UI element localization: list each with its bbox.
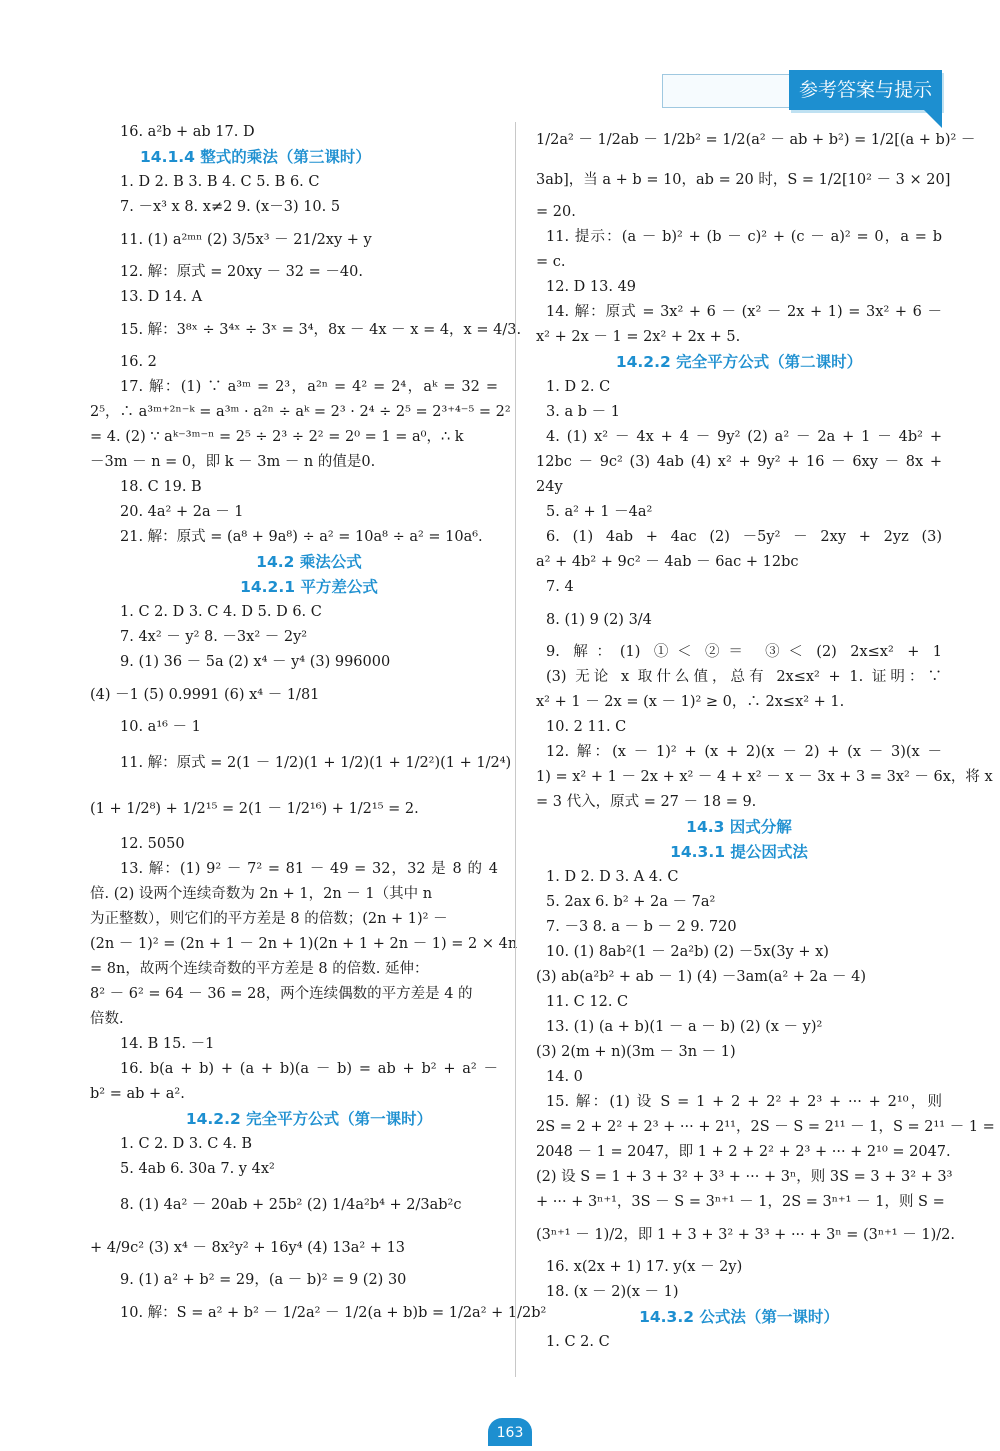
answer-line: 8² － 6² = 64 － 36 = 28，两个连续偶数的平方差是 4 的 <box>90 986 473 1002</box>
answer-line: 12. 5050 <box>120 836 185 852</box>
section-heading: 14.2.2 完全平方公式（第一课时） <box>185 1110 433 1128</box>
answer-line: + ··· + 3ⁿ⁺¹，3S － S = 3ⁿ⁺¹ － 1，2S = 3ⁿ⁺¹ － 1，则 S = <box>536 1194 945 1210</box>
answer-line: 5. a² + 1 －4a² <box>546 504 653 520</box>
answer-line: (1 + 1/2⁸) + 1/2¹⁵ = 2(1 － 1/2¹⁶) + 1/2¹⁵ = 2. <box>90 801 419 817</box>
answer-line: + 4/9c² (3) x⁴ － 8x²y² + 16y⁴ (4) 13a² + 13 <box>90 1240 406 1256</box>
answer-line: = 4. (2) ∵ aᵏ⁻³ᵐ⁻ⁿ = 2⁵ ÷ 2³ ÷ 2² = 2⁰ = 1 = a⁰，∴ k <box>90 429 464 445</box>
answer-line: 20. 4a² + 2a － 1 <box>120 504 244 520</box>
answer-key-header-tab <box>662 70 942 112</box>
answer-line: 1. C 2. D 3. C 4. B <box>120 1136 253 1152</box>
answer-line: 10. (1) 8ab²(1 － 2a²b) (2) －5x(3y + x) <box>546 944 829 960</box>
answer-line: 8. (1) 4a² － 20ab + 25b² (2) 1/4a²b⁴ + 2/3ab²c <box>120 1197 462 1213</box>
answer-line: 倍. (2) 设两个连续奇数为 2n + 1，2n － 1（其中 n <box>90 886 433 902</box>
answer-line: 7. 4x² － y² 8. －3x² － 2y² <box>120 629 308 645</box>
answer-line: 14. 解：原式 = 3x² + 6 － (x² － 2x + 1) = 3x² + 6 － <box>546 304 942 320</box>
answer-line: 2048 － 1 = 2047，即 1 + 2 + 2² + 2³ + ··· + 2¹⁰ = 2047. <box>536 1144 951 1160</box>
answer-line: 10. a¹⁶ － 1 <box>120 719 201 735</box>
section-heading: 14.3 因式分解 <box>686 818 792 836</box>
section-heading: 14.2 乘法公式 <box>256 553 362 571</box>
answer-line: (2) 设 S = 1 + 3 + 3² + 3³ + ··· + 3ⁿ，则 3S = 3 + 3² + 3³ <box>536 1169 953 1185</box>
answer-line: 7. 4 <box>546 579 574 595</box>
answer-line: 3. a b － 1 <box>546 404 620 420</box>
section-heading: 14.3.2 公式法（第一课时） <box>639 1308 839 1326</box>
answer-line: 14. 0 <box>546 1069 583 1085</box>
answer-line: b² = ab + a². <box>90 1086 185 1102</box>
answer-line: 1. C 2. D 3. C 4. D 5. D 6. C <box>120 604 322 620</box>
answer-line: 1. D 2. B 3. B 4. C 5. B 6. C <box>120 174 320 190</box>
answer-line: 倍数. <box>90 1011 124 1027</box>
answer-line: 5. 2ax 6. b² + 2a － 7a² <box>546 894 716 910</box>
answer-line: x² + 2x － 1 = 2x² + 2x + 5. <box>536 329 741 345</box>
answer-line: a² + 4b² + 9c² － 4ab － 6ac + 12bc <box>536 554 799 570</box>
answer-line: 1. D 2. D 3. A 4. C <box>546 869 679 885</box>
answer-line: 16. a²b + ab 17. D <box>120 124 255 140</box>
answer-line: 为正整数），则它们的平方差是 8 的倍数；(2n + 1)² － <box>90 911 448 927</box>
answer-line: (3) 无论 x 取什么值，总有 2x≤x² + 1. 证明：∵ <box>546 669 942 685</box>
answer-line: = 20. <box>536 204 576 220</box>
answer-line: 1. D 2. C <box>546 379 611 395</box>
answer-line: 24y <box>536 479 563 495</box>
answer-line: －3m － n = 0，即 k － 3m － n 的值是0. <box>90 454 376 470</box>
answer-line: (3) ab(a²b² + ab － 1) (4) －3am(a² + 2a － 4) <box>536 969 867 985</box>
answer-line: 3ab]，当 a + b = 10，ab = 20 时，S = 1/2[10² － 3 × 20] <box>536 172 951 188</box>
answer-line: 16. x(2x + 1) 17. y(x － 2y) <box>546 1259 743 1275</box>
answer-line: (3ⁿ⁺¹ － 1)/2，即 1 + 3 + 3² + 3³ + ··· + 3ⁿ = (3ⁿ⁺¹ － 1)/2. <box>536 1227 955 1243</box>
answer-line: 7. －3 8. a － b － 2 9. 720 <box>546 919 737 935</box>
answer-line: 11. C 12. C <box>546 994 629 1010</box>
header-blank-box <box>662 74 790 108</box>
answer-line: 15. 解：(1) 设 S = 1 + 2 + 2² + 2³ + ··· + 2¹⁰，则 <box>546 1094 942 1110</box>
answer-line: 1) = x² + 1 － 2x + x² － 4 + x² － x － 3x + 3 = 3x² － 6x，将 x <box>536 769 993 785</box>
answer-line: = c. <box>536 254 566 270</box>
answer-line: (4) －1 (5) 0.9991 (6) x⁴ － 1/81 <box>90 687 320 703</box>
answer-line: 21. 解：原式 = (a⁸ + 9a⁸) ÷ a² = 10a⁸ ÷ a² = 10a⁶. <box>120 529 483 545</box>
answer-line: 9. 解：(1) ①＜ ②＝ ③＜ (2) 2x≤x² + 1 <box>546 644 942 660</box>
answer-line: 2S = 2 + 2² + 2³ + ··· + 2¹¹，2S － S = 2¹¹ － 1，S = 2¹¹ － 1 = <box>536 1119 995 1135</box>
answer-line: 17. 解：(1) ∵ a³ᵐ = 2³，a²ⁿ = 4² = 2⁴，aᵏ = 32 = <box>120 379 498 395</box>
answer-line: = 8n，故两个连续奇数的平方差是 8 的倍数. 延伸： <box>90 961 429 977</box>
answer-line: 14. B 15. －1 <box>120 1036 215 1052</box>
page-number: 163 <box>488 1418 532 1446</box>
section-heading: 14.2.1 平方差公式 <box>240 578 378 596</box>
answer-line: 2⁵，∴ a³ᵐ⁺²ⁿ⁻ᵏ = a³ᵐ · a²ⁿ ÷ aᵏ = 2³ · 2⁴ ÷ 2⁵ = 2³⁺⁴⁻⁵ = 2² <box>90 404 511 420</box>
answer-line: 10. 解：S = a² + b² － 1/2a² － 1/2(a + b)b = 1/2a² + 1/2b² <box>120 1305 547 1321</box>
answer-line: 12bc － 9c² (3) 4ab (4) x² + 9y² + 16 － 6xy － 8x + <box>536 454 942 470</box>
section-heading: 14.3.1 提公因式法 <box>670 843 808 861</box>
answer-line: 15. 解：3⁸ˣ ÷ 3⁴ˣ ÷ 3ˣ = 3⁴，8x － 4x － x = 4，x = 4/3. <box>120 322 522 338</box>
answer-line: 13. (1) (a + b)(1 － a － b) (2) (x － y)² <box>546 1019 823 1035</box>
answer-line: 18. (x － 2)(x － 1) <box>546 1284 679 1300</box>
section-heading: 14.1.4 整式的乘法（第三课时） <box>140 148 371 166</box>
answer-line: 13. 解：(1) 9² － 7² = 81 － 49 = 32，32 是 8 的 4 <box>120 861 498 877</box>
answer-line: 8. (1) 9 (2) 3/4 <box>546 612 652 628</box>
answer-line: 7. －x³ x 8. x≠2 9. (x－3) 10. 5 <box>120 199 341 215</box>
section-heading: 14.2.2 完全平方公式（第二课时） <box>615 353 863 371</box>
answer-line: 4. (1) x² － 4x + 4 － 9y² (2) a² － 2a + 1 － 4b² + <box>546 429 942 445</box>
answer-line: 11. 解：原式 = 2(1 － 1/2)(1 + 1/2)(1 + 1/2²)(1 + 1/2⁴) <box>120 755 512 771</box>
answer-line: 6. (1) 4ab + 4ac (2) －5y² － 2xy + 2yz (3) <box>546 529 942 545</box>
answer-line: 9. (1) 36 － 5a (2) x⁴ － y⁴ (3) 996000 <box>120 654 391 670</box>
answer-line: (2n － 1)² = (2n + 1 － 2n + 1)(2n + 1 + 2n － 1) = 2 × 4n <box>90 936 518 952</box>
answer-line: 16. 2 <box>120 354 157 370</box>
answer-line: 18. C 19. B <box>120 479 202 495</box>
answer-line: 5. 4ab 6. 30a 7. y 4x² <box>120 1161 275 1177</box>
answer-line: x² + 1 － 2x = (x － 1)² ≥ 0，∴ 2x≤x² + 1. <box>536 694 845 710</box>
column-divider <box>515 122 516 1377</box>
answer-line: 11. 提示：(a － b)² + (b － c)² + (c － a)² = 0，a = b <box>546 229 942 245</box>
answer-line: 12. D 13. 49 <box>546 279 637 295</box>
answer-line: 16. b(a + b) + (a + b)(a － b) = ab + b² + a² － <box>120 1061 498 1077</box>
answer-line: 10. 2 11. C <box>546 719 627 735</box>
answer-line: 13. D 14. A <box>120 289 203 305</box>
left-answer-column <box>90 120 547 1333</box>
answer-line: 11. (1) a²ᵐⁿ (2) 3/5x³ － 21/2xy + y <box>120 232 372 248</box>
answer-line: = 3 代入，原式 = 27 － 18 = 9. <box>536 794 757 810</box>
answer-line: 9. (1) a² + b² = 29，(a － b)² = 9 (2) 30 <box>120 1272 407 1288</box>
header-tab-label: 参考答案与提示 <box>789 70 942 110</box>
answer-line: 12. 解：原式 = 20xy － 32 = －40. <box>120 264 363 280</box>
answer-line: 12. 解：(x － 1)² + (x + 2)(x － 2) + (x － 3)(x － <box>546 744 942 760</box>
answer-line: 1. C 2. C <box>546 1334 610 1350</box>
right-answer-column <box>536 120 995 1355</box>
answer-line: 1/2a² － 1/2ab － 1/2b² = 1/2(a² － ab + b²) = 1/2[(a + b)² － <box>536 132 976 148</box>
answer-line: (3) 2(m + n)(3m － 3n － 1) <box>536 1044 736 1060</box>
